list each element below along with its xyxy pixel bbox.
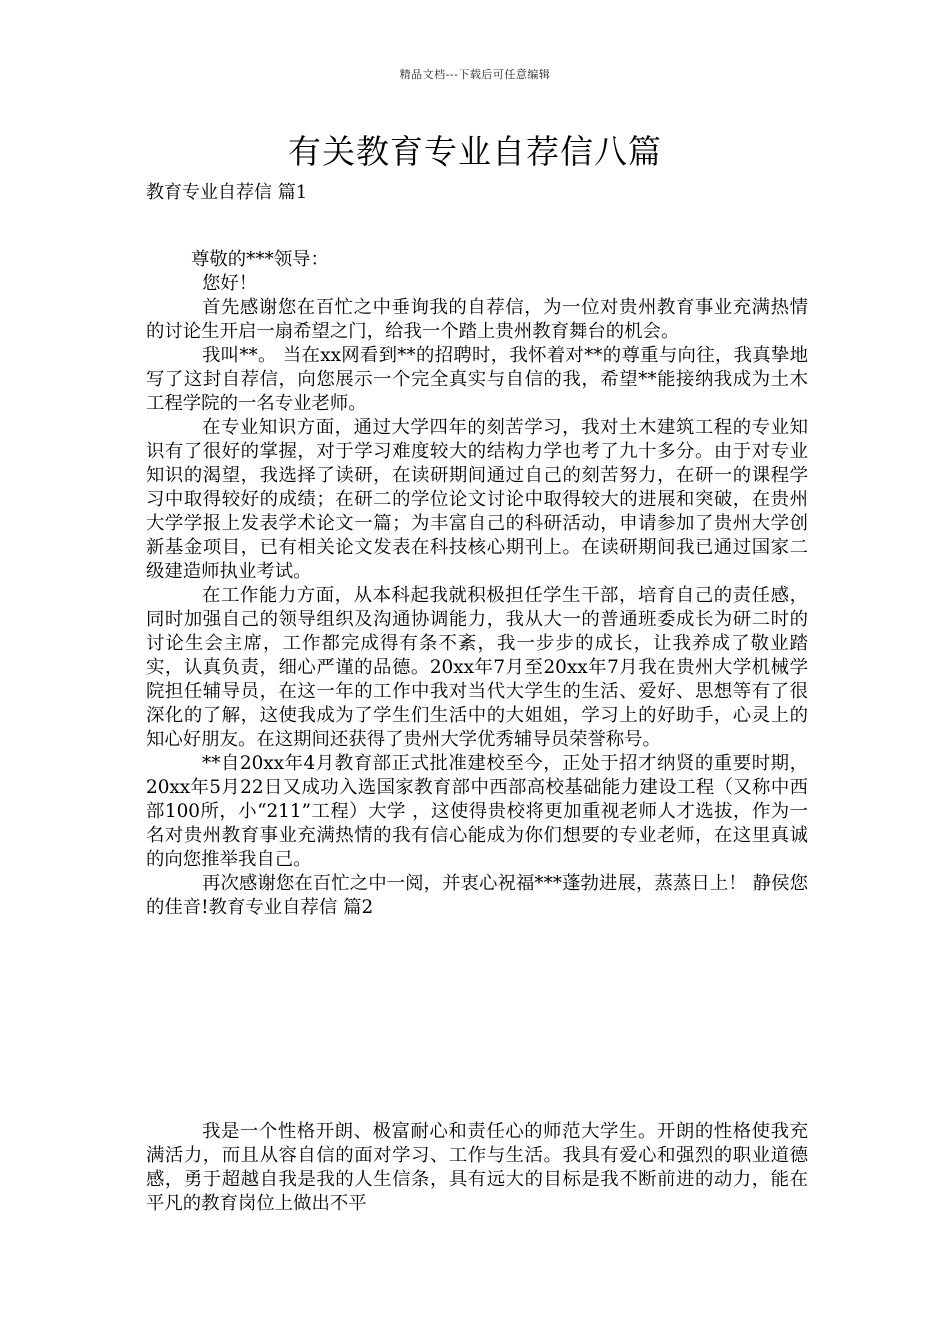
letter-1 bbox=[146, 248, 808, 920]
paragraph: 再次感谢您在百忙之中一阅，并衷心祝福***蓬勃进展，蒸蒸日上！ 静侯您的佳音!教育专业自荐信 篇2 bbox=[146, 873, 808, 918]
paragraph: 首先感谢您在百忙之中垂询我的自荐信，为一位对贵州教育事业充满热情的讨论生开启一扇希望之门，给我一个踏上贵州教育舞台的机会。 bbox=[146, 297, 808, 342]
letter-2 bbox=[146, 1120, 808, 1216]
paragraph: **自20xx年4月教育部正式批准建校至今，正处于招才纳贤的重要时期，20xx年5月22日又成功入选国家教育部中西部高校基础能力建设工程（又称中西部100所，小“211”工程）大学 ，这使得贵校将更加重视老师人才选拔，作为一名对贵州教育事业充满热情的我有信心能成为你们想要的专业老师，在这里真诚的向您推举我自己。 bbox=[146, 753, 808, 870]
page-header: 精品文档---下载后可任意编辑 bbox=[399, 68, 551, 81]
paragraph: 我叫**。 当在xx网看到**的招聘时，我怀着对**的尊重与向往，我真挚地写了这封自荐信，向您展示一个完全真实与自信的我，希望**能接纳我成为土木工程学院的一名专业老师。 bbox=[146, 345, 808, 414]
greeting: 您好！ bbox=[202, 273, 258, 294]
document-title: 有关教育专业自荐信八篇 bbox=[288, 132, 662, 171]
salutation: 尊敬的***领导： bbox=[191, 249, 329, 270]
paragraph: 在专业知识方面，通过大学四年的刻苦学习，我对土木建筑工程的专业知识有了很好的掌握，对于学习难度较大的结构力学也考了九十多分。由于对专业知识的渴望，我选择了读研，在读研期间通过自己的刻苦努力，在研一的课程学习中取得较好的成绩；在研二的学位论文讨论中取得较大的进展和突破，在贵州大学学报上发表学术论文一篇；为丰富自己的科研活动，申请参加了贵州大学创新基金项目，已有相关论文发表在科技核心期刊上。在读研期间我已通过国家二级建造师执业考试。 bbox=[146, 417, 808, 582]
section-heading-1: 教育专业自荐信 篇1 bbox=[146, 182, 308, 203]
paragraph: 我是一个性格开朗、极富耐心和责任心的师范大学生。开朗的性格使我充满活力，而且从容自信的面对学习、工作与生活。我具有爱心和强烈的职业道德感，勇于超越自我是我的人生信条，具有远大的目标是我不断前进的动力，能在平凡的教育岗位上做出不平 bbox=[146, 1121, 808, 1214]
paragraph: 在工作能力方面，从本科起我就积极担任学生干部，培育自己的责任感，同时加强自己的领导组织及沟通协调能力，我从大一的普通班委成长为研二时的讨论生会主席，工作都完成得有条不紊，我一步步的成长，让我养成了敬业踏实，认真负责，细心严谨的品德。20xx年7月至20xx年7月我在贵州大学机械学院担任辅导员，在这一年的工作中我对当代大学生的生活、爱好、思想等有了很深化的了解，这使我成为了学生们生活中的大姐姐，学习上的好助手，心灵上的知心好朋友。在这期间还获得了贵州大学优秀辅导员荣誉称号。 bbox=[146, 585, 808, 750]
